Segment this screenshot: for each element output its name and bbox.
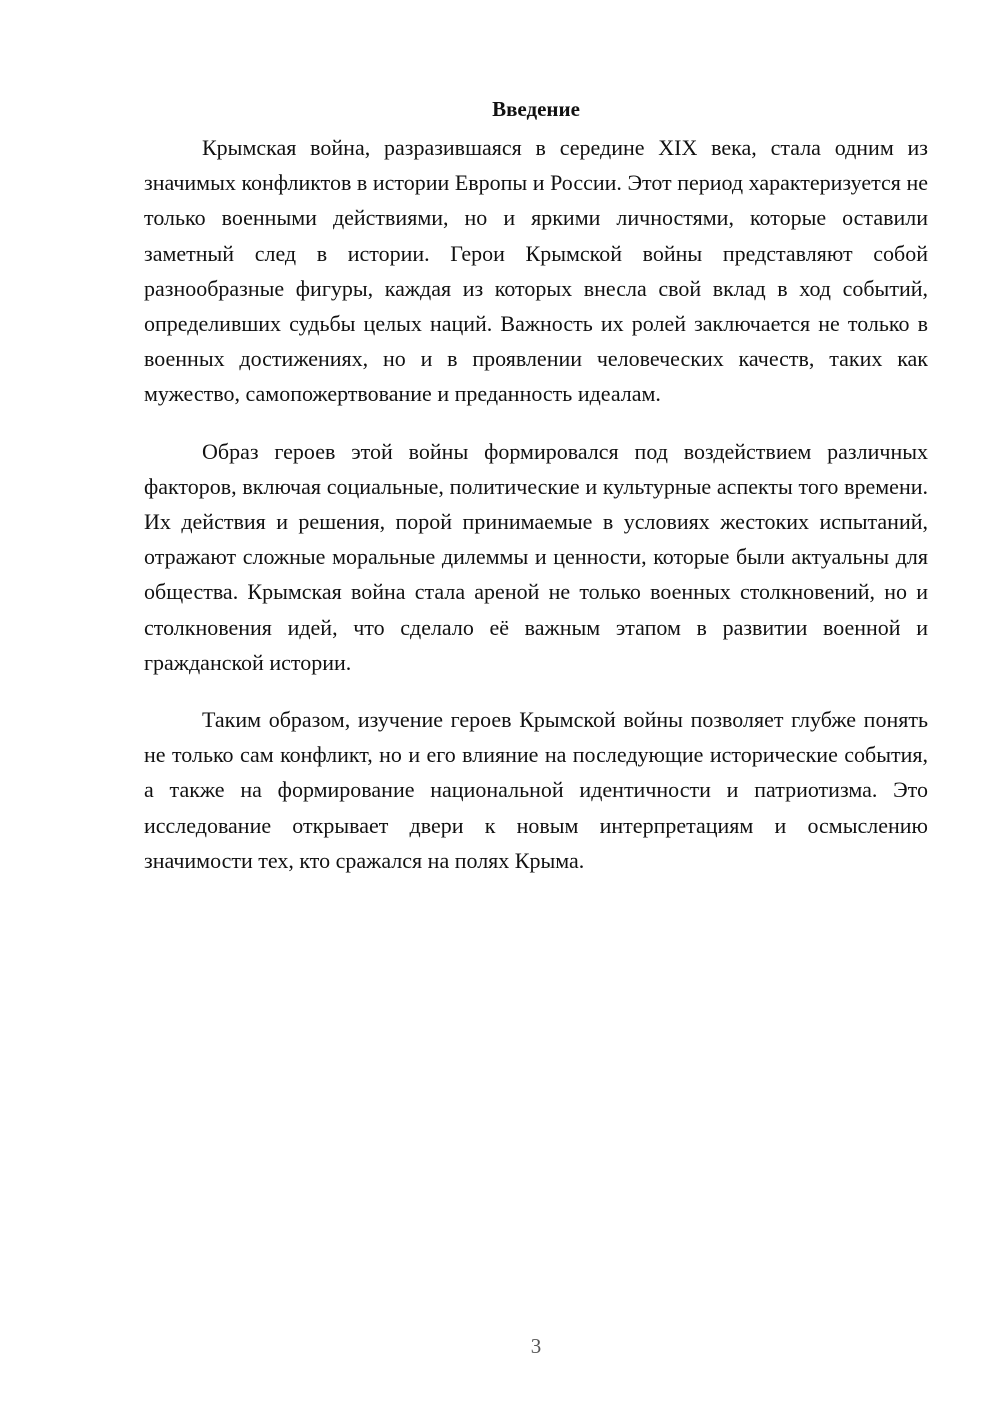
paragraph-3: Таким образом, изучение героев Крымской войны позволяет глубже понять не только сам конфликт, но и его влияние на последующие исторические события, а также на формирование национальной идентичности и патриотизма. Это исследование открывает двери к новым интерпретациям и осмыслению значимости тех, кто сражался на полях Крыма. xyxy=(144,707,928,873)
page-number: 3 xyxy=(530,1334,542,1358)
paragraph-1: Крымская война, разразившаяся в середине XIX века, стала одним из значимых конфликтов в истории Европы и России. Этот период характеризуется не только военными действиями, но и яркими личностями, которые оставили заметный след в истории. Герои Крымской войны представляют собой разнообразные фигуры, каждая из которых внесла свой вклад в ход событий, определивших судьбы целых наций. Важность их ролей заключается не только в военных достижениях, но и в проявлении человеческих качеств, таких как мужество, самопожертвование и преданность идеалам. xyxy=(144,135,928,407)
section-heading: Введение xyxy=(492,97,580,121)
paragraph-2: Образ героев этой войны формировался под воздействием различных факторов, включая социальные, политические и культурные аспекты того времени. Их действия и решения, порой принимаемые в условиях жестоких испытаний, отражают сложные моральные дилеммы и ценности, которые были актуальны для общества. Крымская война стала ареной не только военных столкновений, но и столкновения идей, что сделало её важным этапом в развитии военной и гражданской истории. xyxy=(144,438,928,675)
page-content xyxy=(144,94,928,900)
